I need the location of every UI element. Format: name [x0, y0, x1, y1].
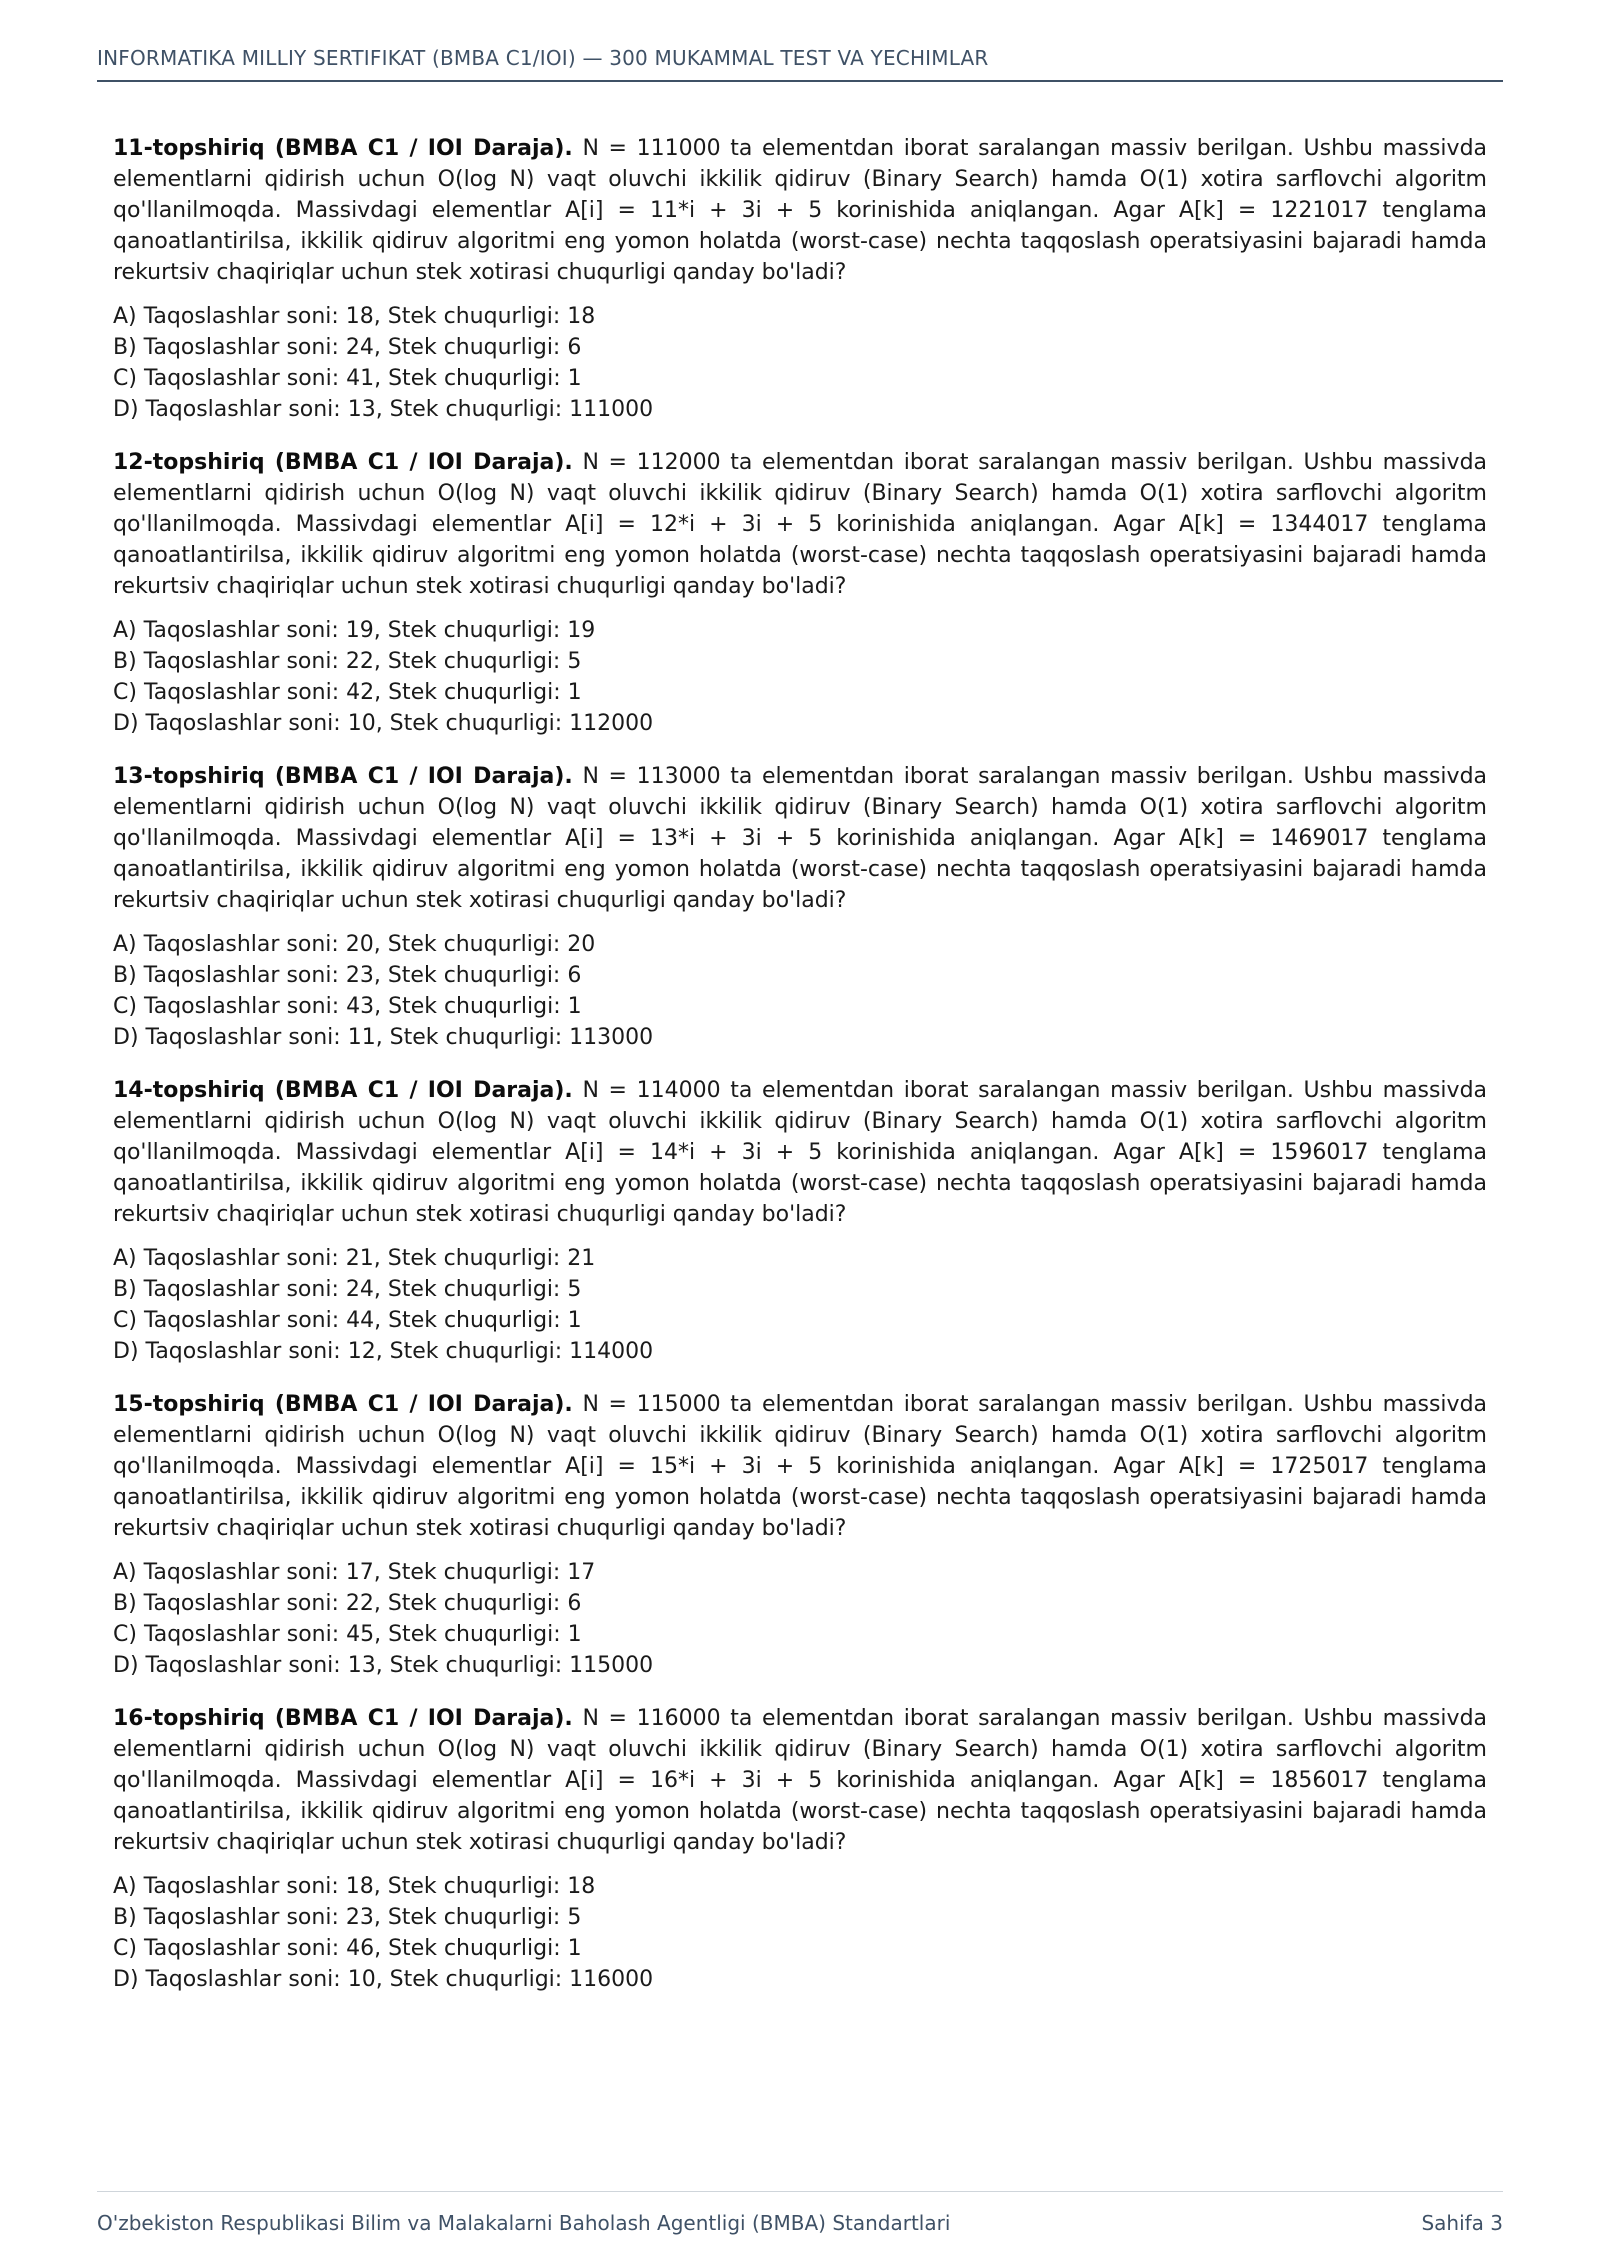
task-label: 11-topshiriq (BMBA C1 / IOI Daraja).: [113, 136, 573, 161]
answer-options: [113, 615, 1487, 739]
task-label: 15-topshiriq (BMBA C1 / IOI Daraja).: [113, 1392, 573, 1417]
task-text: N = 112000 ta elementdan iborat saralangan massiv berilgan. Ushbu massivda elementlarni qidirish uchun O(log N) vaqt oluvchi ikkilik qidiruv (Binary Search) hamda O(1) xotira sarflovchi algoritm qo'llanilmoqda. Massivdagi elementlar A[i] = 12*i + 3i + 5 korinishida aniqlangan. Agar A[k] = 1344017 tenglama qanoatlantirilsa, ikkilik qidiruv algoritmi eng yomon holatda (worst-case) nechta taqqoslash operatsiyasini bajaradi hamda rekurtsiv chaqiriqlar uchun stek xotirasi chuqurligi qanday bo'ladi?: [113, 450, 1488, 599]
answer-option-c: C) Taqoslashlar soni: 44, Stek chuqurligi: 1: [113, 1308, 582, 1333]
answer-option-b: B) Taqoslashlar soni: 23, Stek chuqurligi: 6: [113, 963, 582, 988]
task-question: [113, 133, 1487, 288]
answer-option-d: D) Taqoslashlar soni: 13, Stek chuqurligi: 111000: [113, 397, 654, 422]
answer-option-b: B) Taqoslashlar soni: 24, Stek chuqurligi: 5: [113, 1277, 582, 1302]
answer-option-d: D) Taqoslashlar soni: 13, Stek chuqurligi: 115000: [113, 1653, 654, 1678]
answer-option-d: D) Taqoslashlar soni: 10, Stek chuqurligi: 112000: [113, 711, 654, 736]
answer-option-c: C) Taqoslashlar soni: 45, Stek chuqurligi: 1: [113, 1622, 582, 1647]
answer-option-d: D) Taqoslashlar soni: 11, Stek chuqurligi: 113000: [113, 1025, 654, 1050]
answer-option-d: D) Taqoslashlar soni: 10, Stek chuqurligi: 116000: [113, 1967, 654, 1992]
task-label: 14-topshiriq (BMBA C1 / IOI Daraja).: [113, 1078, 573, 1103]
answer-option-c: C) Taqoslashlar soni: 46, Stek chuqurligi: 1: [113, 1936, 582, 1961]
task-text: N = 115000 ta elementdan iborat saralangan massiv berilgan. Ushbu massivda elementlarni qidirish uchun O(log N) vaqt oluvchi ikkilik qidiruv (Binary Search) hamda O(1) xotira sarflovchi algoritm qo'llanilmoqda. Massivdagi elementlar A[i] = 15*i + 3i + 5 korinishida aniqlangan. Agar A[k] = 1725017 tenglama qanoatlantirilsa, ikkilik qidiruv algoritmi eng yomon holatda (worst-case) nechta taqqoslash operatsiyasini bajaradi hamda rekurtsiv chaqiriqlar uchun stek xotirasi chuqurligi qanday bo'ladi?: [113, 1392, 1488, 1541]
answer-option-a: A) Taqoslashlar soni: 18, Stek chuqurligi: 18: [113, 1874, 596, 1899]
answer-option-a: A) Taqoslashlar soni: 20, Stek chuqurligi: 20: [113, 932, 596, 957]
answer-option-a: A) Taqoslashlar soni: 17, Stek chuqurligi: 17: [113, 1560, 596, 1585]
task-question: [113, 1389, 1487, 1544]
answer-option-a: A) Taqoslashlar soni: 18, Stek chuqurligi: 18: [113, 304, 596, 329]
answer-option-b: B) Taqoslashlar soni: 22, Stek chuqurligi: 6: [113, 1591, 582, 1616]
answer-option-c: C) Taqoslashlar soni: 43, Stek chuqurligi: 1: [113, 994, 582, 1019]
task-label: 13-topshiriq (BMBA C1 / IOI Daraja).: [113, 764, 573, 789]
task-question: [113, 1075, 1487, 1230]
answer-options: [113, 301, 1487, 425]
answer-options: [113, 1871, 1487, 1995]
task-list: [113, 133, 1487, 2017]
answer-option-c: C) Taqoslashlar soni: 42, Stek chuqurligi: 1: [113, 680, 582, 705]
answer-option-b: B) Taqoslashlar soni: 24, Stek chuqurligi: 6: [113, 335, 582, 360]
document-title: INFORMATIKA MILLIY SERTIFIKAT (BMBA C1/IOI) — 300 MUKAMMAL TEST VA YECHIMLAR: [97, 46, 989, 70]
task-question: [113, 761, 1487, 916]
answer-option-d: D) Taqoslashlar soni: 12, Stek chuqurligi: 114000: [113, 1339, 654, 1364]
answer-options: [113, 1557, 1487, 1681]
task-item: [113, 1703, 1487, 1995]
task-item: [113, 133, 1487, 425]
task-label: 12-topshiriq (BMBA C1 / IOI Daraja).: [113, 450, 573, 475]
answer-options: [113, 1243, 1487, 1367]
answer-option-a: A) Taqoslashlar soni: 19, Stek chuqurligi: 19: [113, 618, 596, 643]
task-item: [113, 447, 1487, 739]
task-item: [113, 761, 1487, 1053]
answer-option-b: B) Taqoslashlar soni: 22, Stek chuqurligi: 5: [113, 649, 582, 674]
task-text: N = 116000 ta elementdan iborat saralangan massiv berilgan. Ushbu massivda elementlarni qidirish uchun O(log N) vaqt oluvchi ikkilik qidiruv (Binary Search) hamda O(1) xotira sarflovchi algoritm qo'llanilmoqda. Massivdagi elementlar A[i] = 16*i + 3i + 5 korinishida aniqlangan. Agar A[k] = 1856017 tenglama qanoatlantirilsa, ikkilik qidiruv algoritmi eng yomon holatda (worst-case) nechta taqqoslash operatsiyasini bajaradi hamda rekurtsiv chaqiriqlar uchun stek xotirasi chuqurligi qanday bo'ladi?: [113, 1706, 1488, 1855]
answer-options: [113, 929, 1487, 1053]
task-question: [113, 447, 1487, 602]
page-header: [97, 44, 1503, 82]
page-number: Sahifa 3: [1421, 2211, 1503, 2235]
task-text: N = 113000 ta elementdan iborat saralangan massiv berilgan. Ushbu massivda elementlarni qidirish uchun O(log N) vaqt oluvchi ikkilik qidiruv (Binary Search) hamda O(1) xotira sarflovchi algoritm qo'llanilmoqda. Massivdagi elementlar A[i] = 13*i + 3i + 5 korinishida aniqlangan. Agar A[k] = 1469017 tenglama qanoatlantirilsa, ikkilik qidiruv algoritmi eng yomon holatda (worst-case) nechta taqqoslash operatsiyasini bajaradi hamda rekurtsiv chaqiriqlar uchun stek xotirasi chuqurligi qanday bo'ladi?: [113, 764, 1488, 913]
answer-option-c: C) Taqoslashlar soni: 41, Stek chuqurligi: 1: [113, 366, 582, 391]
answer-option-b: B) Taqoslashlar soni: 23, Stek chuqurligi: 5: [113, 1905, 582, 1930]
footer-agency: O'zbekiston Respublikasi Bilim va Malakalarni Baholash Agentligi (BMBA) Standartlari: [97, 2211, 951, 2235]
task-text: N = 114000 ta elementdan iborat saralangan massiv berilgan. Ushbu massivda elementlarni qidirish uchun O(log N) vaqt oluvchi ikkilik qidiruv (Binary Search) hamda O(1) xotira sarflovchi algoritm qo'llanilmoqda. Massivdagi elementlar A[i] = 14*i + 3i + 5 korinishida aniqlangan. Agar A[k] = 1596017 tenglama qanoatlantirilsa, ikkilik qidiruv algoritmi eng yomon holatda (worst-case) nechta taqqoslash operatsiyasini bajaradi hamda rekurtsiv chaqiriqlar uchun stek xotirasi chuqurligi qanday bo'ladi?: [113, 1078, 1488, 1227]
answer-option-a: A) Taqoslashlar soni: 21, Stek chuqurligi: 21: [113, 1246, 596, 1271]
task-label: 16-topshiriq (BMBA C1 / IOI Daraja).: [113, 1706, 573, 1731]
task-item: [113, 1075, 1487, 1367]
task-text: N = 111000 ta elementdan iborat saralangan massiv berilgan. Ushbu massivda elementlarni qidirish uchun O(log N) vaqt oluvchi ikkilik qidiruv (Binary Search) hamda O(1) xotira sarflovchi algoritm qo'llanilmoqda. Massivdagi elementlar A[i] = 11*i + 3i + 5 korinishida aniqlangan. Agar A[k] = 1221017 tenglama qanoatlantirilsa, ikkilik qidiruv algoritmi eng yomon holatda (worst-case) nechta taqqoslash operatsiyasini bajaradi hamda rekurtsiv chaqiriqlar uchun stek xotirasi chuqurligi qanday bo'ladi?: [113, 136, 1488, 285]
task-question: [113, 1703, 1487, 1858]
page-footer: [97, 2191, 1503, 2235]
task-item: [113, 1389, 1487, 1681]
